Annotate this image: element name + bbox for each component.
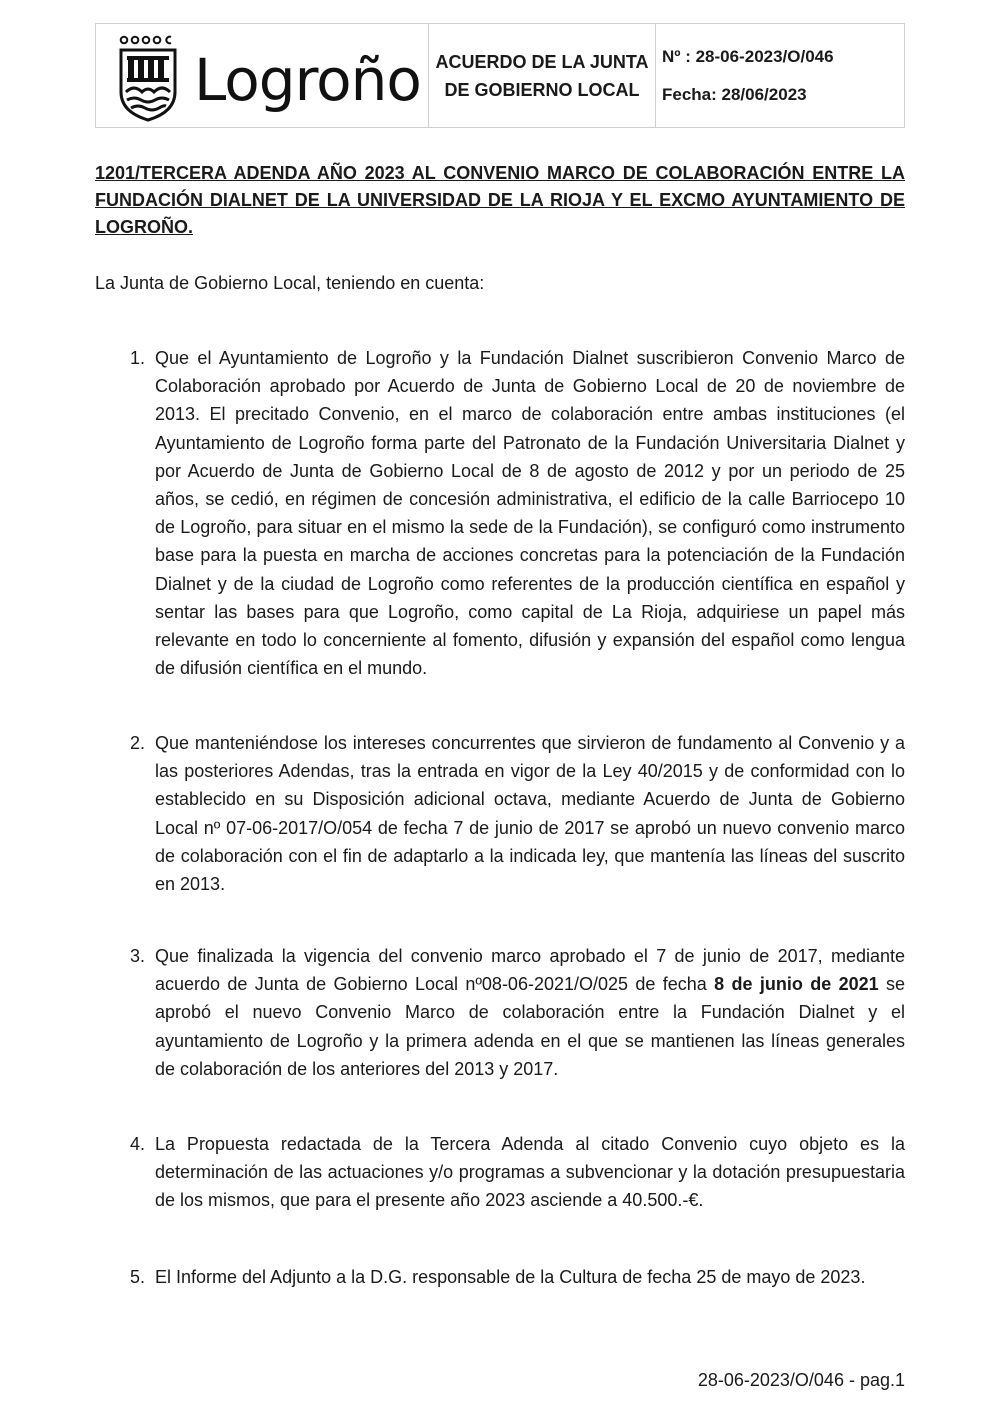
header-table (95, 23, 905, 128)
agreement-date: Fecha: 28/06/2023 (662, 84, 807, 104)
list-item-text-part: Que finalizada la vigencia del convenio marco aprobado el 7 de junio de 2017, mediante acuerdo de Junta de Gobierno Local nº08-06-2021/O/025 de fecha (155, 946, 905, 995)
list-item-text (155, 942, 905, 1083)
intro-paragraph: La Junta de Gobierno Local, teniendo en cuenta: (95, 273, 485, 293)
logroño-crest-icon (118, 34, 180, 124)
list-item-number: 1. (130, 348, 146, 368)
logo-wordmark: Logroño (194, 46, 421, 114)
list-item (130, 344, 905, 682)
list-item-number: 5. (130, 1267, 146, 1287)
list-item (130, 1263, 905, 1291)
list-item-text: La Propuesta redactada de la Tercera Adenda al citado Convenio cuyo objeto es la determinación de las actuaciones y/o programas a subvencionar y la dotación presupuestaria de los mismos, que para el presente año 2023 asciende a 40.500.-€. (155, 1134, 905, 1211)
list-item-text: El Informe del Adjunto a la D.G. responsable de la Cultura de fecha 25 de mayo de 2023. (155, 1267, 866, 1287)
list-item-number: 3. (130, 946, 146, 966)
logo-cell (96, 24, 429, 127)
list-item (130, 729, 905, 898)
list-item (130, 942, 905, 1083)
header-title: ACUERDO DE LA JUNTA DE GOBIERNO LOCAL (429, 24, 656, 127)
list-item-text: Que manteniéndose los intereses concurrentes que sirvieron de fundamento al Convenio y a las posteriores Adendas, tras la entrada en vigor de la Ley 40/2015 y de conformidad con lo establecido en su Disposición adicional octava, mediante Acuerdo de Junta de Gobierno Local nº 07-06-2017/O/054 de fecha 7 de junio de 2017 se aprobó un nuevo convenio marco de colaboración con el fin de adaptarlo a la indicada ley, que mantenía las líneas del suscrito en 2013. (155, 733, 905, 895)
agreement-number: Nº : 28-06-2023/O/046 (662, 46, 834, 66)
header-meta (656, 24, 904, 127)
page-footer: 28-06-2023/O/046 - pag.1 (697, 1370, 905, 1390)
list-item-bold-date: 8 de junio de 2021 (714, 974, 879, 995)
list-item-text-part: se aprobó el nuevo Convenio Marco de colaboración entre la Fundación Dialnet y el ayuntamiento de Logroño y la primera adenda en el que se mantienen las líneas generales de colaboración de los anteriores del 2013 y 2017. (155, 974, 906, 1079)
list-item (130, 1130, 905, 1215)
list-item-number: 2. (130, 733, 146, 753)
list-item-text: Que el Ayuntamiento de Logroño y la Fundación Dialnet suscribieron Convenio Marco de Colaboración aprobado por Acuerdo de Junta de Gobierno Local de 20 de noviembre de 2013. El precitado Convenio, en el marco de colaboración entre ambas instituciones (el Ayuntamiento de Logroño forma parte del Patronato de la Fundación Universitaria Dialnet y por Acuerdo de Junta de Gobierno Local de 8 de agosto de 2012 y por un periodo de 25 años, se cedió, en régimen de concesión administrativa, el edificio de la calle Barriocepo 10 de Logroño, para situar en el mismo la sede de la Fundación), se configuró como instrumento base para la puesta en marcha de acciones concretas para la potenciación de la Fundación Dialnet y de la ciudad de Logroño como referentes de la producción científica en español y sentar las bases para que Logroño, como capital de La Rioja, adquiriese un papel más relevante en todo lo concerniente al fomento, difusión y expansión del español como lengua de difusión científica en el mundo. (155, 348, 905, 679)
list-item-number: 4. (130, 1134, 146, 1154)
document-title: 1201/TERCERA ADENDA AÑO 2023 AL CONVENIO MARCO DE COLABORACIÓN ENTRE LA FUNDACIÓN DIALNET DE LA UNIVERSIDAD DE LA RIOJA Y EL EXCMO AYUNTAMIENTO DE LOGROÑO. (95, 163, 905, 237)
